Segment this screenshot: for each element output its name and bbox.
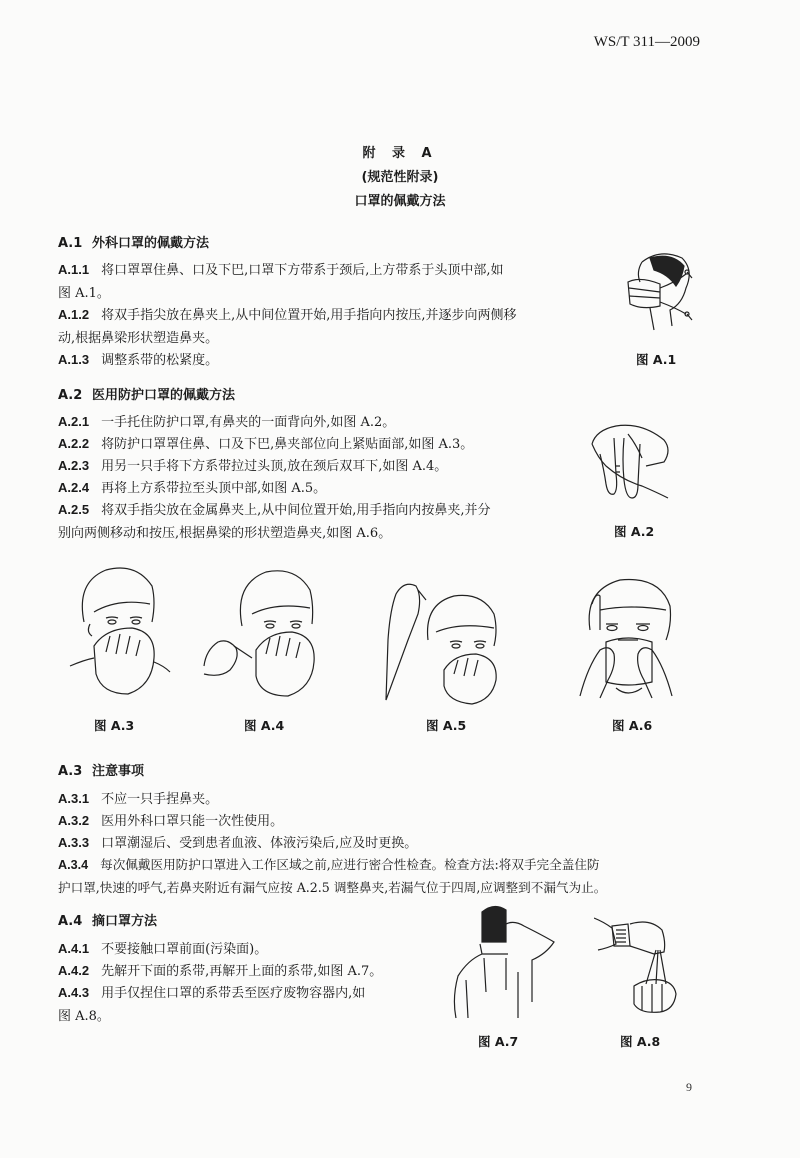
clause-a3-3: A.3.3 口罩潮湿后、受到患者血液、体液污染后,应及时更换。 [58,835,418,851]
figure-a1-caption: 图 A.1 [636,352,677,367]
figure-a2-illustration [586,414,686,510]
clause-a2-2: A.2.2 将防护口罩罩住鼻、口及下巴,鼻夹部位向上紧贴面部,如图 A.3。 [58,436,474,452]
clause-a3-2: A.3.2 医用外科口罩只能一次性使用。 [58,813,284,829]
clause-a2-3: A.2.3 用另一只手将下方系带拉过头顶,放在颈后双耳下,如图 A.4。 [58,458,448,474]
figure-a1-illustration [620,248,700,340]
clause-a1-3: A.1.3 调整系带的松紧度。 [58,352,219,368]
figure-a6-illustration [560,570,692,714]
clause-a2-1: A.2.1 一手托住防护口罩,有鼻夹的一面背向外,如图 A.2。 [58,414,396,430]
section-heading-a4: A.4 摘口罩方法 [58,914,158,929]
section-heading-a1: A.1 外科口罩的佩戴方法 [58,236,210,251]
clause-a2-4: A.2.4 再将上方系带拉至头顶中部,如图 A.5。 [58,480,327,496]
figure-a7-caption: 图 A.7 [478,1034,519,1049]
clause-a2-5: A.2.5 将双手指尖放在金属鼻夹上,从中间位置开始,用手指向内按鼻夹,并分 别向两侧移动和按压,根据鼻梁的形状塑造鼻夹,如图 A.6。 [58,502,491,541]
figure-a8-illustration [594,914,694,1026]
clause-a4-3: A.4.3 用手仅捏住口罩的系带丢至医疗废物容器内,如 图 A.8。 [58,985,366,1024]
clause-a4-2: A.4.2 先解开下面的系带,再解开上面的系带,如图 A.7。 [58,963,383,979]
figure-a4-illustration [200,562,330,706]
clause-a3-1: A.3.1 不应一只手捏鼻夹。 [58,791,219,807]
figure-a5-illustration [378,570,508,714]
page-number: 9 [686,1080,692,1094]
clause-a4-1: A.4.1 不要接触口罩前面(污染面)。 [58,941,268,957]
figure-a3-caption: 图 A.3 [94,718,135,733]
section-heading-a2: A.2 医用防护口罩的佩戴方法 [58,388,236,403]
clause-a1-2: A.1.2 将双手指尖放在鼻夹上,从中间位置开始,用手指向内按压,并逐步向两侧移 动,根据鼻梁形状塑造鼻夹。 [58,307,517,346]
standard-number: WS/T 311—2009 [593,34,700,50]
annex-title: 附 录 A [362,146,438,161]
figure-a4-caption: 图 A.4 [244,718,285,733]
annex-subtitle: (规范性附录) [361,170,439,185]
figure-a8-caption: 图 A.8 [620,1034,661,1049]
figure-a5-caption: 图 A.5 [426,718,467,733]
figure-a7-illustration [448,902,568,1020]
figure-a6-caption: 图 A.6 [612,718,653,733]
figure-a2-caption: 图 A.2 [614,524,655,539]
clause-a3-4: A.3.4 每次佩戴医用防护口罩进入工作区域之前,应进行密合性检查。检查方法:将双手完全盖住防 护口罩,快速的呼气,若鼻夹附近有漏气应按 A.2.5 调整鼻夹,若漏气位于四周,应调整到不漏气为止。 [58,857,607,895]
annex-heading-text: 口罩的佩戴方法 [354,194,446,209]
section-heading-a3: A.3 注意事项 [58,764,145,779]
figure-a3-illustration [66,562,176,706]
clause-a1-1: A.1.1 将口罩罩住鼻、口及下巴,口罩下方带系于颈后,上方带系于头顶中部,如 图 A.1。 [58,262,504,301]
annex-heading [0,142,800,214]
